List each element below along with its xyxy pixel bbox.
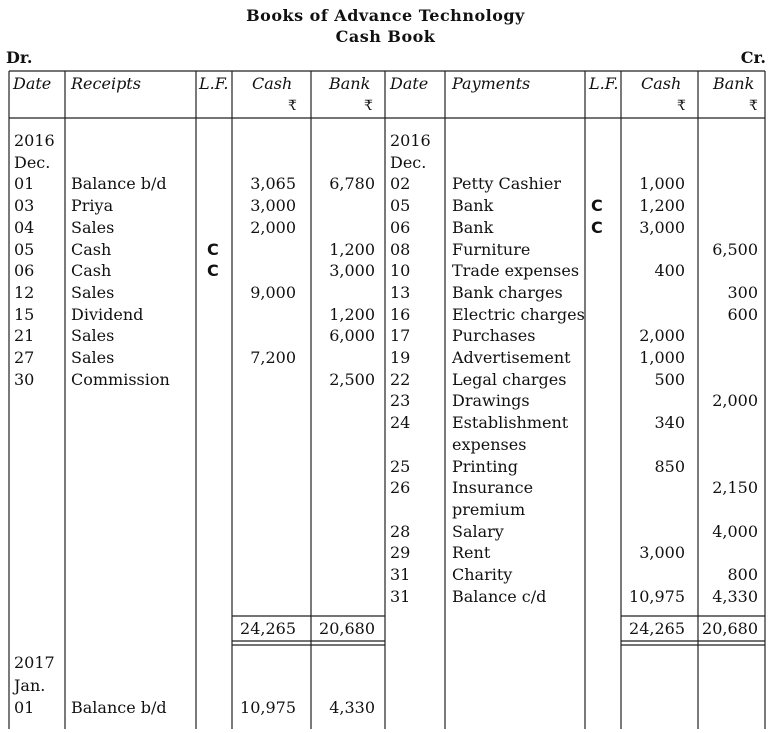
payment-date: 13: [390, 282, 411, 302]
payment-bank-amount: 300: [727, 282, 758, 302]
payment-particulars: Balance c/d: [452, 586, 547, 606]
credit-label: Cr.: [740, 48, 766, 67]
receipt-cash-amount: 3,065: [250, 174, 296, 194]
document-subtitle: Cash Book: [335, 27, 436, 46]
closing-year: 2017: [14, 653, 55, 672]
receipt-cash-amount: 3,000: [250, 196, 296, 216]
header-lf-receipts: L.F.: [199, 74, 229, 93]
payment-particulars: Charity: [452, 565, 513, 584]
receipt-bank-amount: 1,200: [329, 304, 375, 324]
receipt-bank-amount: 6,780: [329, 174, 375, 194]
receipt-particulars: Balance b/d: [71, 174, 167, 194]
payment-particulars: Establishment: [452, 413, 569, 433]
payment-particulars: Electric charges: [452, 304, 585, 324]
payment-date: 17: [390, 326, 411, 346]
payment-date: 05: [390, 196, 411, 216]
payment-particulars: Bank charges: [452, 282, 563, 302]
receipt-date: 30: [14, 369, 35, 389]
payment-cash-amount: 340: [654, 413, 685, 433]
payment-date: 2016: [390, 131, 431, 150]
payment-date: 26: [390, 478, 411, 498]
total-cash-payments: 24,265: [629, 619, 685, 638]
receipt-date: 21: [14, 326, 35, 346]
payment-date: 24: [390, 413, 411, 433]
payment-date: 29: [390, 543, 411, 563]
receipt-date: Dec.: [14, 152, 51, 172]
payment-cash-amount: 1,200: [639, 196, 685, 216]
receipt-date: 04: [14, 217, 35, 237]
payment-cash-amount: 3,000: [639, 217, 685, 237]
payment-bank-amount: 4,000: [712, 521, 758, 541]
receipt-date: 12: [14, 282, 35, 302]
header-bank-receipts: Bank: [329, 74, 371, 93]
payment-date: 10: [390, 261, 411, 281]
payment-particulars: Legal charges: [452, 369, 567, 389]
payment-bank-amount: 600: [727, 304, 758, 324]
receipt-particulars: Sales: [71, 282, 115, 302]
total-cash-receipts: 24,265: [240, 619, 296, 638]
receipt-particulars: Priya: [71, 196, 114, 216]
header-date-receipts: Date: [13, 74, 52, 93]
receipt-ledger-folio: C: [207, 239, 219, 259]
receipt-date: 2016: [14, 131, 55, 150]
receipt-bank-amount: 3,000: [329, 261, 375, 281]
receipt-date: 06: [14, 261, 35, 281]
payment-date: 31: [390, 586, 411, 606]
receipt-particulars: Cash: [71, 239, 112, 259]
payment-bank-amount: 2,150: [712, 478, 758, 498]
header-date-payments: Date: [390, 74, 429, 93]
closing-month: Jan.: [14, 676, 46, 695]
header-bank-payments: Bank: [713, 74, 755, 93]
header-cash-receipts: Cash: [252, 74, 293, 93]
payment-date: 16: [390, 304, 411, 324]
payment-ledger-folio: C: [591, 196, 603, 216]
document-title: Books of Advance Technology: [246, 6, 525, 25]
payment-particulars: Rent: [452, 543, 491, 563]
receipt-cash-amount: 7,200: [250, 348, 296, 367]
receipt-particulars: Sales: [71, 217, 115, 237]
header-cash-payments: Cash: [641, 74, 682, 93]
payment-particulars: Drawings: [452, 391, 530, 411]
payment-particulars: Printing: [452, 456, 518, 476]
payment-date: Dec.: [390, 152, 427, 172]
payment-date: 31: [390, 565, 411, 584]
receipt-bank-amount: 6,000: [329, 326, 375, 346]
payment-date: 06: [390, 217, 411, 237]
closing-cash: 10,975: [240, 698, 296, 717]
payment-date: 23: [390, 391, 411, 411]
rupee-symbol-bank-receipts: ₹: [364, 98, 373, 114]
debit-label: Dr.: [6, 48, 33, 67]
receipt-particulars: Dividend: [71, 304, 144, 324]
receipt-particulars: Sales: [71, 326, 115, 346]
header-lf-payments: L.F.: [589, 74, 619, 93]
receipt-cash-amount: 9,000: [250, 282, 296, 302]
payment-particulars: Furniture: [452, 239, 531, 259]
total-bank-receipts: 20,680: [319, 619, 375, 638]
payment-date: 22: [390, 369, 411, 389]
rupee-symbol-bank-payments: ₹: [749, 98, 758, 114]
payment-date: 25: [390, 456, 411, 476]
payment-cash-amount: 500: [654, 369, 685, 389]
receipt-date: 03: [14, 196, 35, 216]
header-payments: Payments: [452, 74, 531, 93]
payment-particulars: Advertisement: [452, 348, 571, 367]
receipt-particulars: Sales: [71, 348, 115, 367]
closing-day: 01: [14, 698, 35, 717]
payment-date: 08: [390, 239, 411, 259]
receipt-date: 27: [14, 348, 35, 367]
payment-bank-amount: 2,000: [712, 391, 758, 411]
payment-particulars: expenses: [452, 434, 527, 454]
receipt-date: 01: [14, 174, 35, 194]
payment-cash-amount: 1,000: [639, 174, 685, 194]
receipt-date: 15: [14, 304, 35, 324]
payment-bank-amount: 6,500: [712, 239, 758, 259]
payment-particulars: Trade expenses: [452, 261, 580, 281]
closing-bank: 4,330: [329, 698, 375, 717]
header-receipts: Receipts: [71, 74, 141, 93]
payment-particulars: Bank: [452, 217, 494, 237]
payment-cash-amount: 1,000: [639, 348, 685, 367]
receipt-bank-amount: 2,500: [329, 369, 375, 389]
payment-date: 19: [390, 348, 411, 367]
payment-bank-amount: 4,330: [712, 586, 758, 606]
receipt-date: 05: [14, 239, 35, 259]
payment-particulars: premium: [452, 499, 526, 519]
payment-date: 02: [390, 174, 411, 194]
receipt-ledger-folio: C: [207, 261, 219, 281]
payment-cash-amount: 400: [654, 261, 685, 281]
payment-particulars: Insurance: [452, 478, 534, 498]
closing-particulars: Balance b/d: [71, 698, 167, 717]
receipt-bank-amount: 1,200: [329, 239, 375, 259]
payment-cash-amount: 3,000: [639, 543, 685, 563]
rupee-symbol-cash-receipts: ₹: [288, 98, 297, 114]
rupee-symbol-cash-payments: ₹: [677, 98, 686, 114]
payment-particulars: Salary: [452, 521, 504, 541]
payment-particulars: Petty Cashier: [452, 174, 562, 194]
payment-particulars: Bank: [452, 196, 494, 216]
payment-ledger-folio: C: [591, 217, 603, 237]
payment-cash-amount: 10,975: [629, 586, 685, 606]
payment-cash-amount: 850: [654, 456, 685, 476]
receipt-cash-amount: 2,000: [250, 217, 296, 237]
payment-date: 28: [390, 521, 411, 541]
receipt-particulars: Commission: [71, 369, 170, 389]
receipt-particulars: Cash: [71, 261, 112, 281]
payment-cash-amount: 2,000: [639, 326, 685, 346]
total-bank-payments: 20,680: [702, 619, 758, 638]
payment-bank-amount: 800: [727, 565, 758, 584]
payment-particulars: Purchases: [452, 326, 536, 346]
